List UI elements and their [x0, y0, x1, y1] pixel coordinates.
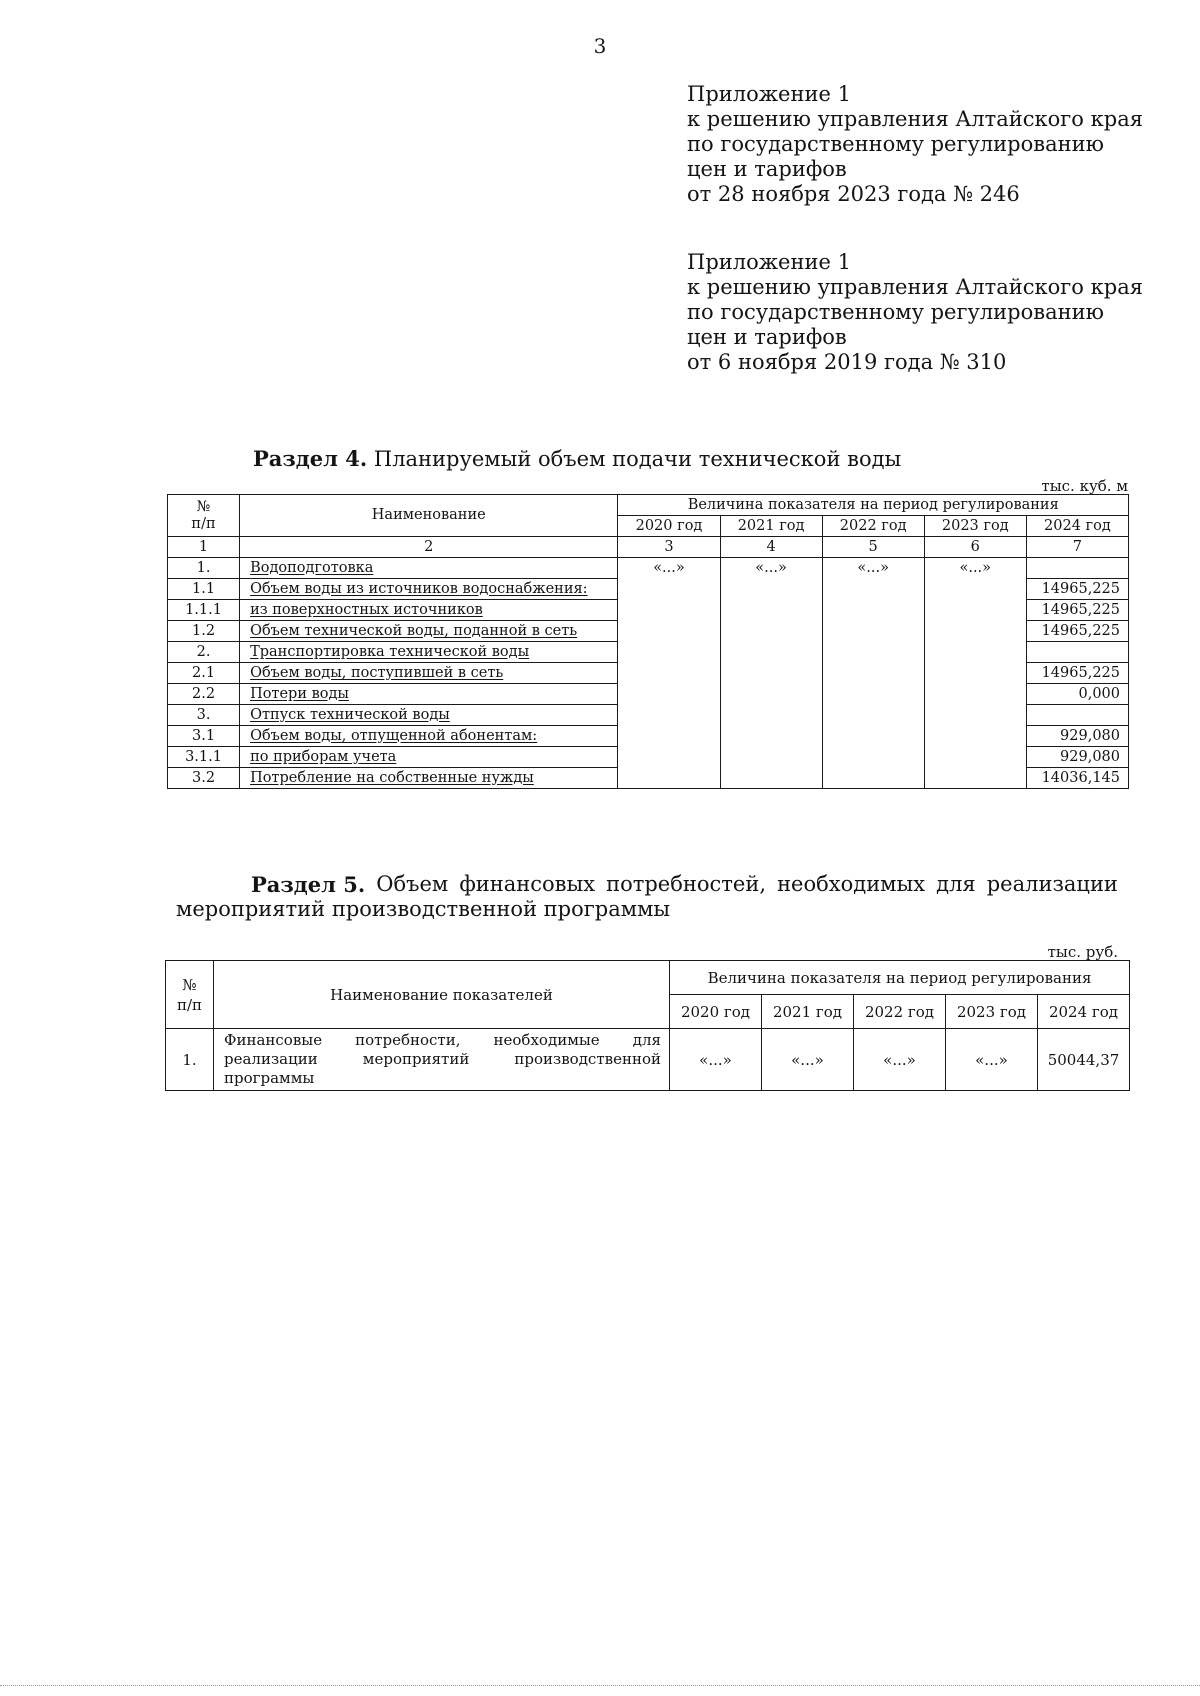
row-name-line	[224, 1050, 661, 1069]
value-2022: «...»	[822, 558, 924, 789]
appendix-line: от 28 ноября 2023 года № 246	[687, 182, 1020, 206]
section5-label: Раздел 5.	[251, 872, 366, 897]
value-2024	[1026, 558, 1128, 579]
name-word: для	[632, 1031, 661, 1049]
appendix-line: цен и тарифов	[687, 325, 847, 349]
section5-unit: тыс. руб.	[1047, 943, 1118, 961]
title-word: потребностей,	[606, 872, 766, 896]
header-num: № п/п	[168, 495, 240, 537]
row-num: 1.1.1	[168, 600, 240, 621]
section4-label: Раздел 4.	[253, 446, 368, 471]
row-name-line: программы	[224, 1069, 315, 1087]
row-name: из поверхностных источников	[240, 600, 618, 621]
row-name: Потребление на собственные нужды	[240, 768, 618, 789]
row-name: по приборам учета	[240, 747, 618, 768]
header-year: 2024 год	[1038, 995, 1130, 1029]
value-2020: «...»	[618, 558, 720, 789]
header-year: 2023 год	[946, 995, 1038, 1029]
value-2023: «...»	[924, 558, 1026, 789]
name-word: производственной	[514, 1050, 661, 1068]
value-2020: «...»	[670, 1029, 762, 1091]
value-2024: 14036,145	[1026, 768, 1128, 789]
section5-title	[176, 872, 1118, 922]
header-year: 2024 год	[1026, 516, 1128, 537]
value-2021: «...»	[762, 1029, 854, 1091]
row-num: 3.1.1	[168, 747, 240, 768]
row-name: Объем воды, поступившей в сеть	[240, 663, 618, 684]
appendix-current	[687, 82, 1143, 207]
row-name: Транспортировка технической воды	[240, 642, 618, 663]
value-2024: 50044,37	[1038, 1029, 1130, 1091]
name-word: потребности,	[355, 1031, 461, 1049]
header-period: Величина показателя на период регулирования	[670, 961, 1130, 995]
col-number: 7	[1026, 537, 1128, 558]
row-num: 3.2	[168, 768, 240, 789]
section4-unit: тыс. куб. м	[1041, 477, 1128, 495]
name-word: мероприятий	[362, 1050, 470, 1068]
row-num: 3.1	[168, 726, 240, 747]
title-word: реализации	[986, 872, 1118, 896]
header-num: № п/п	[166, 961, 214, 1029]
row-num: 2.2	[168, 684, 240, 705]
value-2024: 14965,225	[1026, 663, 1128, 684]
header-year: 2023 год	[924, 516, 1026, 537]
title-word: для	[936, 872, 976, 896]
title-word: необходимых	[777, 872, 926, 896]
header-year: 2022 год	[854, 995, 946, 1029]
row-name: Отпуск технической воды	[240, 705, 618, 726]
col-number: 2	[240, 537, 618, 558]
value-2024: 14965,225	[1026, 579, 1128, 600]
header-year: 2021 год	[720, 516, 822, 537]
name-word: реализации	[224, 1050, 318, 1068]
header-period: Величина показателя на период регулирования	[618, 495, 1129, 516]
col-number: 1	[168, 537, 240, 558]
row-num: 1.	[168, 558, 240, 579]
scan-edge-line	[0, 1685, 1200, 1687]
table-row	[168, 558, 1129, 579]
row-num: 1.1	[168, 579, 240, 600]
appendix-line: Приложение 1	[687, 250, 851, 274]
header-name: Наименование показателей	[214, 961, 670, 1029]
appendix-line: к решению управления Алтайского края	[687, 275, 1143, 299]
section4-heading: Планируемый объем подачи технической воды	[367, 447, 902, 471]
section4-title	[253, 446, 901, 471]
row-name: Объем воды из источников водоснабжения:	[240, 579, 618, 600]
row-num: 1.2	[168, 621, 240, 642]
col-number: 5	[822, 537, 924, 558]
value-2021: «...»	[720, 558, 822, 789]
name-word: Финансовые	[224, 1031, 323, 1049]
col-number: 3	[618, 537, 720, 558]
row-name: Объем воды, отпущенной абонентам:	[240, 726, 618, 747]
value-2024	[1026, 642, 1128, 663]
header-year: 2020 год	[670, 995, 762, 1029]
table-row	[166, 1029, 1130, 1091]
row-num: 3.	[168, 705, 240, 726]
appendix-line: по государственному регулированию	[687, 132, 1104, 156]
col-number: 6	[924, 537, 1026, 558]
header-year: 2020 год	[618, 516, 720, 537]
appendix-line: по государственному регулированию	[687, 300, 1104, 324]
appendix-line: Приложение 1	[687, 82, 851, 106]
row-num: 1.	[166, 1029, 214, 1091]
value-2024: 14965,225	[1026, 621, 1128, 642]
page-number: 3	[593, 34, 607, 58]
section5-table	[165, 960, 1130, 1091]
header-year: 2022 год	[822, 516, 924, 537]
section4-table	[167, 494, 1129, 789]
appendix-line: цен и тарифов	[687, 157, 847, 181]
row-name-line	[224, 1031, 661, 1050]
value-2024: 14965,225	[1026, 600, 1128, 621]
value-2024	[1026, 705, 1128, 726]
value-2023: «...»	[946, 1029, 1038, 1091]
col-number: 4	[720, 537, 822, 558]
title-word: финансовых	[459, 872, 596, 896]
row-name: Объем технической воды, поданной в сеть	[240, 621, 618, 642]
row-num: 2.1	[168, 663, 240, 684]
value-2024: 929,080	[1026, 726, 1128, 747]
header-name: Наименование	[240, 495, 618, 537]
row-name: Водоподготовка	[240, 558, 618, 579]
header-year: 2021 год	[762, 995, 854, 1029]
row-name: Потери воды	[240, 684, 618, 705]
section5-title-line1	[176, 872, 1118, 897]
value-2022: «...»	[854, 1029, 946, 1091]
row-name	[214, 1029, 670, 1091]
title-word: Объем	[376, 872, 449, 896]
appendix-line: от 6 ноября 2019 года № 310	[687, 350, 1007, 374]
appendix-line: к решению управления Алтайского края	[687, 107, 1143, 131]
name-word: необходимые	[493, 1031, 600, 1049]
value-2024: 929,080	[1026, 747, 1128, 768]
value-2024: 0,000	[1026, 684, 1128, 705]
section5-title-line2: мероприятий производственной программы	[176, 897, 671, 921]
appendix-original	[687, 250, 1143, 375]
row-num: 2.	[168, 642, 240, 663]
